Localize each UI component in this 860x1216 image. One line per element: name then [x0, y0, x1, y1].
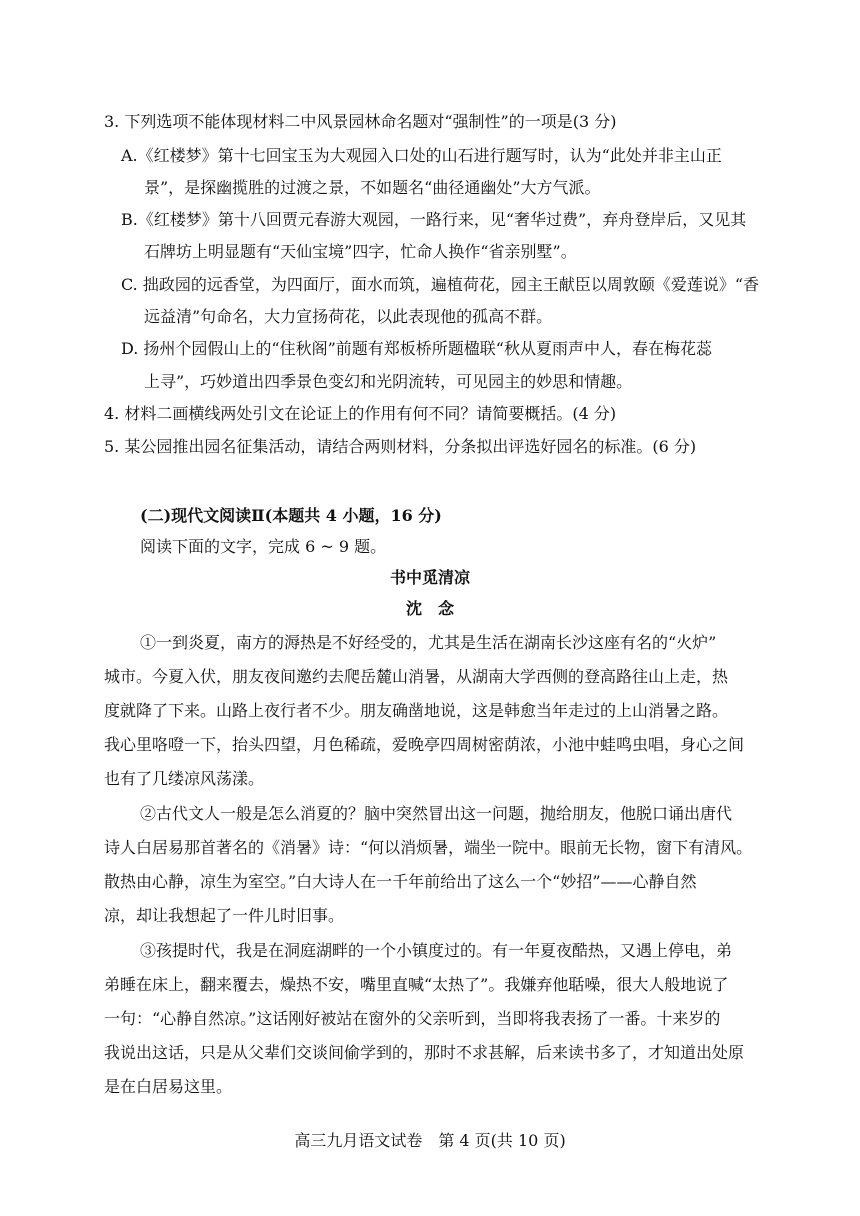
question-3-option-a-cont: 景”，是探幽揽胜的过渡之景，不如题名“曲径通幽处”大方气派。: [144, 178, 601, 197]
paragraph-2-line-3: 散热由心静，凉生为室空。”白大诗人在一千年前给出了这么一个“妙招”——心静自然: [104, 872, 697, 891]
paragraph-1-line-2: 城市。今夏入伏，朋友夜间邀约去爬岳麓山消暑，从湖南大学西侧的登高路往山上走，热: [104, 667, 729, 686]
paragraph-1-line-3: 度就降了下来。山路上夜行者不少。朋友确凿地说，这是韩愈当年走过的上山消暑之路。: [104, 701, 729, 720]
section-heading: (二)现代文阅读Ⅱ(本题共 4 小题，16 分): [140, 506, 442, 525]
paragraph-3-line-2: 弟睡在床上，翻来覆去，燥热不安，嘴里直喊“太热了”。我嫌弃他聒噪，很大人般地说了: [104, 975, 729, 994]
question-3-stem: 3. 下列选项不能体现材料二中风景园林命名题对“强制性”的一项是(3 分): [104, 112, 617, 131]
question-3-option-c: C. 拙政园的远香堂，为四面厅，面水而筑，遍植荷花，园主王献臣以周敦颐《爱莲说》“香: [121, 275, 760, 294]
paragraph-2-line-4: 凉，却让我想起了一件儿时旧事。: [104, 906, 345, 925]
paragraph-3-line-4: 我说出这话，只是从父辈们交谈间偷学到的，那时不求甚解，后来读书多了，才知道出处原: [104, 1043, 745, 1062]
question-3-option-b: B.《红楼梦》第十八回贾元春游大观园，一路行来，见“奢华过费”，弃舟登岸后，又见其: [121, 210, 747, 229]
paragraph-1-line-4: 我心里咯噔一下，抬头四望，月色稀疏，爱晚亭四周树密荫浓，小池中蛙鸣虫唱，身心之间: [104, 735, 745, 754]
question-3-option-d: D. 扬州个园假山上的“住秋阁”前题有郑板桥所题楹联“秋从夏雨声中人，春在梅花蕊: [121, 339, 712, 358]
section-instruction: 阅读下面的文字，完成 6 ~ 9 题。: [140, 537, 387, 556]
paragraph-1-line-1: ①一到炎夏，南方的溽热是不好经受的，尤其是生活在湖南长沙这座有名的“火炉”: [140, 633, 717, 652]
question-3-option-d-cont: 上寻”，巧妙道出四季景色变幻和光阴流转，可见园主的妙思和情趣。: [144, 372, 633, 391]
article-title: 书中觅清凉: [389, 568, 470, 587]
paragraph-3-line-5: 是在白居易这里。: [104, 1077, 233, 1096]
page-footer: 高三九月语文试卷 第 4 页(共 10 页): [294, 1131, 566, 1150]
paragraph-1-line-5: 也有了几缕凉风荡漾。: [104, 769, 265, 788]
question-5: 5. 某公园推出园名征集活动，请结合两则材料，分条拟出评选好园名的标准。(6 分): [104, 437, 697, 456]
paragraph-3-line-1: ③孩提时代，我是在洞庭湖畔的一个小镇度过的。有一年夏夜酷热，又遇上停电，弟: [140, 941, 733, 960]
article-author: 沈 念: [405, 599, 454, 618]
question-3-option-c-cont: 远益清”句命名，大力宣扬荷花，以此表现他的孤高不群。: [144, 307, 553, 326]
question-4: 4. 材料二画横线两处引文在论证上的作用有何不同？请简要概括。(4 分): [104, 404, 617, 423]
paragraph-3-line-3: 一句：“心静自然凉。”这话刚好被站在窗外的父亲听到，当即将我表扬了一番。十来岁的: [104, 1009, 721, 1028]
question-3-option-a: A.《红楼梦》第十七回宝玉为大观园入口处的山石进行题写时，认为“此处并非主山正: [121, 146, 722, 165]
question-3-option-b-cont: 石牌坊上明显题有“天仙宝境”四字，忙命人换作“省亲别墅”。: [144, 242, 577, 261]
paragraph-2-line-1: ②古代文人一般是怎么消夏的？脑中突然冒出这一问题，抛给朋友，他脱口诵出唐代: [140, 804, 733, 823]
paragraph-2-line-2: 诗人白居易那首著名的《消暑》诗：“何以消烦暑，端坐一院中。眼前无长物，窗下有清风。: [104, 838, 753, 857]
